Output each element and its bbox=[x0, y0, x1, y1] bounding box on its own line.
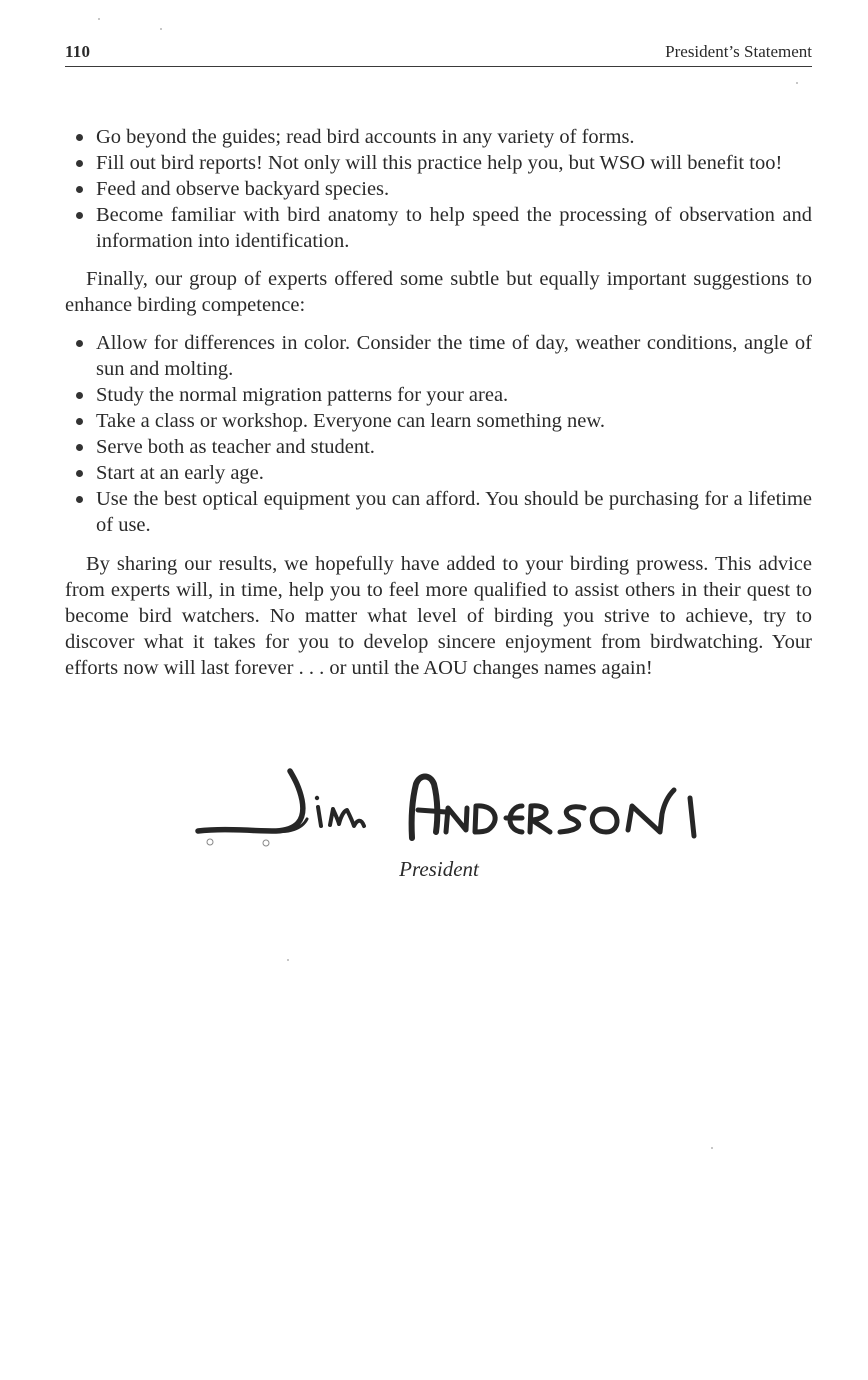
list-item bbox=[65, 176, 812, 202]
list-item-text: Serve both as teacher and student. bbox=[96, 436, 375, 458]
list-item-text: Study the normal migration patterns for your area. bbox=[96, 384, 509, 406]
list-item bbox=[65, 382, 812, 408]
bullet-icon bbox=[76, 470, 83, 477]
bullet-icon bbox=[76, 134, 83, 141]
bullet-icon bbox=[76, 444, 83, 451]
paper-speck bbox=[98, 18, 100, 20]
bullet-icon bbox=[76, 212, 83, 219]
running-head bbox=[65, 40, 812, 67]
list-item-text: Start at an early age. bbox=[96, 462, 264, 484]
list-item bbox=[65, 202, 812, 254]
bullet-icon bbox=[76, 340, 83, 347]
paragraph-intro-suggestions: Finally, our group of experts offered some subtle but equally important suggestions to enhance birding competence: bbox=[65, 268, 812, 316]
signer-title: President bbox=[399, 857, 479, 881]
paper-speck bbox=[796, 82, 798, 84]
list-item bbox=[65, 124, 812, 150]
list-item bbox=[65, 330, 812, 382]
list-item bbox=[65, 434, 812, 460]
bullet-icon bbox=[76, 496, 83, 503]
paragraph-closing: By sharing our results, we hopefully have added to your birding prowess. This advice from experts will, in time, help you to feel more qualified to assist others in their quest to become bird watchers. No matter what level of birding you strive to achieve, try to discover what it takes for you to develop sincere enjoyment from birdwatching. Your efforts now will last forever . . . or until the AOU changes names again! bbox=[65, 553, 812, 679]
list-item bbox=[65, 460, 812, 486]
signature-image bbox=[190, 760, 710, 855]
list-item-text: Use the best optical equipment you can afford. You should be purchasing for a lifetime of use. bbox=[96, 488, 812, 536]
list-item-text: Become familiar with bird anatomy to help speed the processing of observation and information into identification. bbox=[96, 204, 812, 252]
bullet-icon bbox=[76, 392, 83, 399]
section-title: President’s Statement bbox=[665, 42, 812, 61]
paper-speck bbox=[711, 1147, 713, 1149]
list-item bbox=[65, 486, 812, 538]
tips-list-one bbox=[65, 124, 812, 254]
list-item-text: Allow for differences in color. Consider the time of day, weather conditions, angle of sun and molting. bbox=[96, 332, 812, 380]
list-item-text: Take a class or workshop. Everyone can learn something new. bbox=[96, 410, 605, 432]
list-item-text: Go beyond the guides; read bird accounts in any variety of forms. bbox=[96, 126, 635, 148]
bullet-icon bbox=[76, 160, 83, 167]
bullet-icon bbox=[76, 186, 83, 193]
paper-speck bbox=[287, 959, 289, 961]
page-number: 110 bbox=[65, 42, 91, 61]
list-item bbox=[65, 150, 812, 176]
bullet-icon bbox=[76, 418, 83, 425]
tips-list-two bbox=[65, 330, 812, 538]
list-item-text: Fill out bird reports! Not only will this practice help you, but WSO will benefit too! bbox=[96, 152, 783, 174]
page-body bbox=[65, 124, 812, 681]
list-item bbox=[65, 408, 812, 434]
paper-speck bbox=[160, 28, 162, 30]
list-item-text: Feed and observe backyard species. bbox=[96, 178, 390, 200]
